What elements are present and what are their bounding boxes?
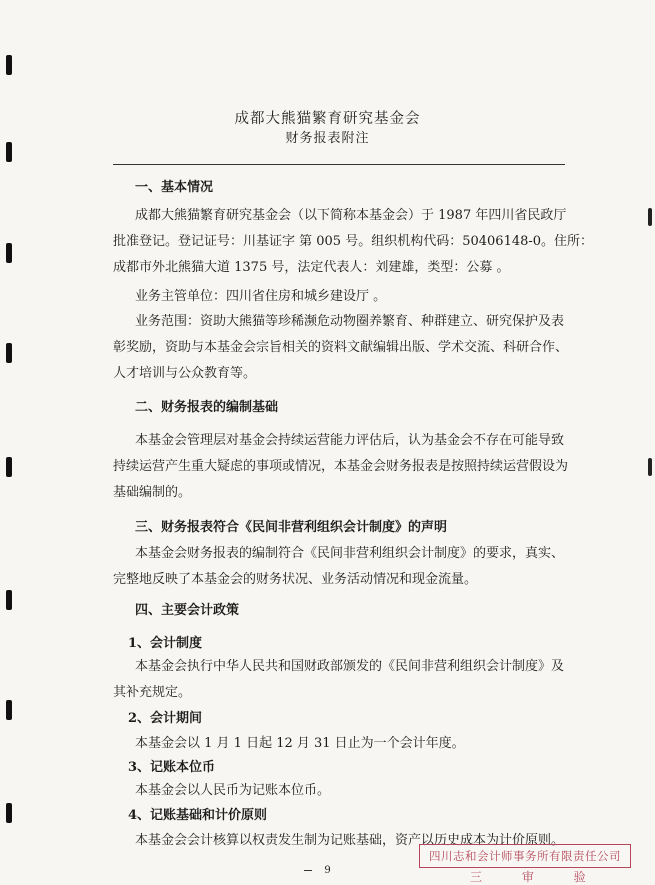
binding-mark [648, 208, 652, 226]
paragraph: 本基金会以 1 月 1 日起 12 月 31 日止为一个会计年度。 [135, 736, 465, 751]
paragraph [113, 654, 573, 706]
audit-seal: 四川志和会计师事务所有限责任公司 [419, 844, 631, 868]
paragraph-line: 成都大熊猫繁育研究基金会（以下简称本基金会）于 1987 年四川省民政厅 [135, 208, 567, 223]
binding-mark [6, 55, 12, 75]
paragraph [113, 541, 573, 593]
paragraph-line: 成都市外北熊猫大道 1375 号，法定代表人：刘建雄，类型：公募 。 [113, 260, 510, 275]
subsection-heading: 3、记账本位币 [128, 760, 216, 775]
paragraph-line: 本基金会执行中华人民共和国财政部颁发的《民间非营利组织会计制度》及 [135, 659, 565, 674]
paragraph-line: 持续运营产生重大疑虑的事项或情况，本基金会财务报表是按照持续运营假设为 [113, 459, 569, 474]
section-heading: 一、基本情况 [135, 180, 214, 195]
binding-mark [6, 457, 12, 477]
paragraph-line: 基础编制的。 [113, 485, 192, 500]
subsection-heading: 4、记账基础和计价原则 [128, 808, 268, 823]
subsection-heading: 2、会计期间 [128, 711, 203, 726]
section-heading: 三、财务报表符合《民间非营利组织会计制度》的声明 [135, 520, 448, 535]
paragraph-line: 完整地反映了本基金会的财务状况、业务活动情况和现金流量。 [113, 572, 478, 587]
binding-mark [6, 803, 12, 823]
section-heading: 四、主要会计政策 [135, 603, 240, 618]
binding-mark [648, 458, 652, 476]
paragraph [113, 309, 573, 387]
paragraph-line: 业务范围：资助大熊猫等珍稀濒危动物圈养繁育、种群建立、研究保护及表 [135, 314, 565, 329]
document-subtitle: 财务报表附注 [285, 131, 370, 146]
paragraph [113, 428, 573, 506]
paragraph-line: 本基金会财务报表的编制符合《民间非营利组织会计制度》的要求，真实、 [135, 546, 565, 561]
subsection-heading: 1、会计制度 [128, 636, 203, 651]
paragraph-line: 批准登记。登记证号：川基证字 第 005 号。组织机构代码：50406148-0。住所： [113, 234, 594, 249]
paragraph [113, 203, 594, 281]
binding-mark [6, 343, 12, 363]
section-heading: 二、财务报表的编制基础 [135, 400, 279, 415]
document-title: 成都大熊猫繁育研究基金会 [234, 111, 421, 127]
binding-mark [6, 700, 12, 720]
paragraph: 本基金会会计核算以权责发生制为记账基础，资产以历史成本为计价原则。 [135, 833, 565, 848]
paragraph: 本基金会以人民币为记账本位币。 [135, 783, 331, 798]
paragraph-line: 本基金会管理层对基金会持续运营能力评估后，认为基金会不存在可能导致 [135, 433, 565, 448]
paragraph-line: 彰奖励，资助与本基金会宗旨相关的资料文献编辑出版、学术交流、科研合作、 [113, 340, 569, 355]
binding-mark [6, 590, 12, 610]
divider [113, 164, 565, 165]
paragraph-line: 其补充规定。 [113, 685, 192, 700]
binding-mark [6, 243, 12, 263]
page-number: 9 [324, 865, 331, 876]
paragraph: 业务主管单位：四川省住房和城乡建设厅 。 [135, 289, 387, 304]
paragraph-line: 人才培训与公众教育等。 [113, 366, 257, 381]
audit-seal-subtext: 三 审 验 [470, 870, 604, 884]
